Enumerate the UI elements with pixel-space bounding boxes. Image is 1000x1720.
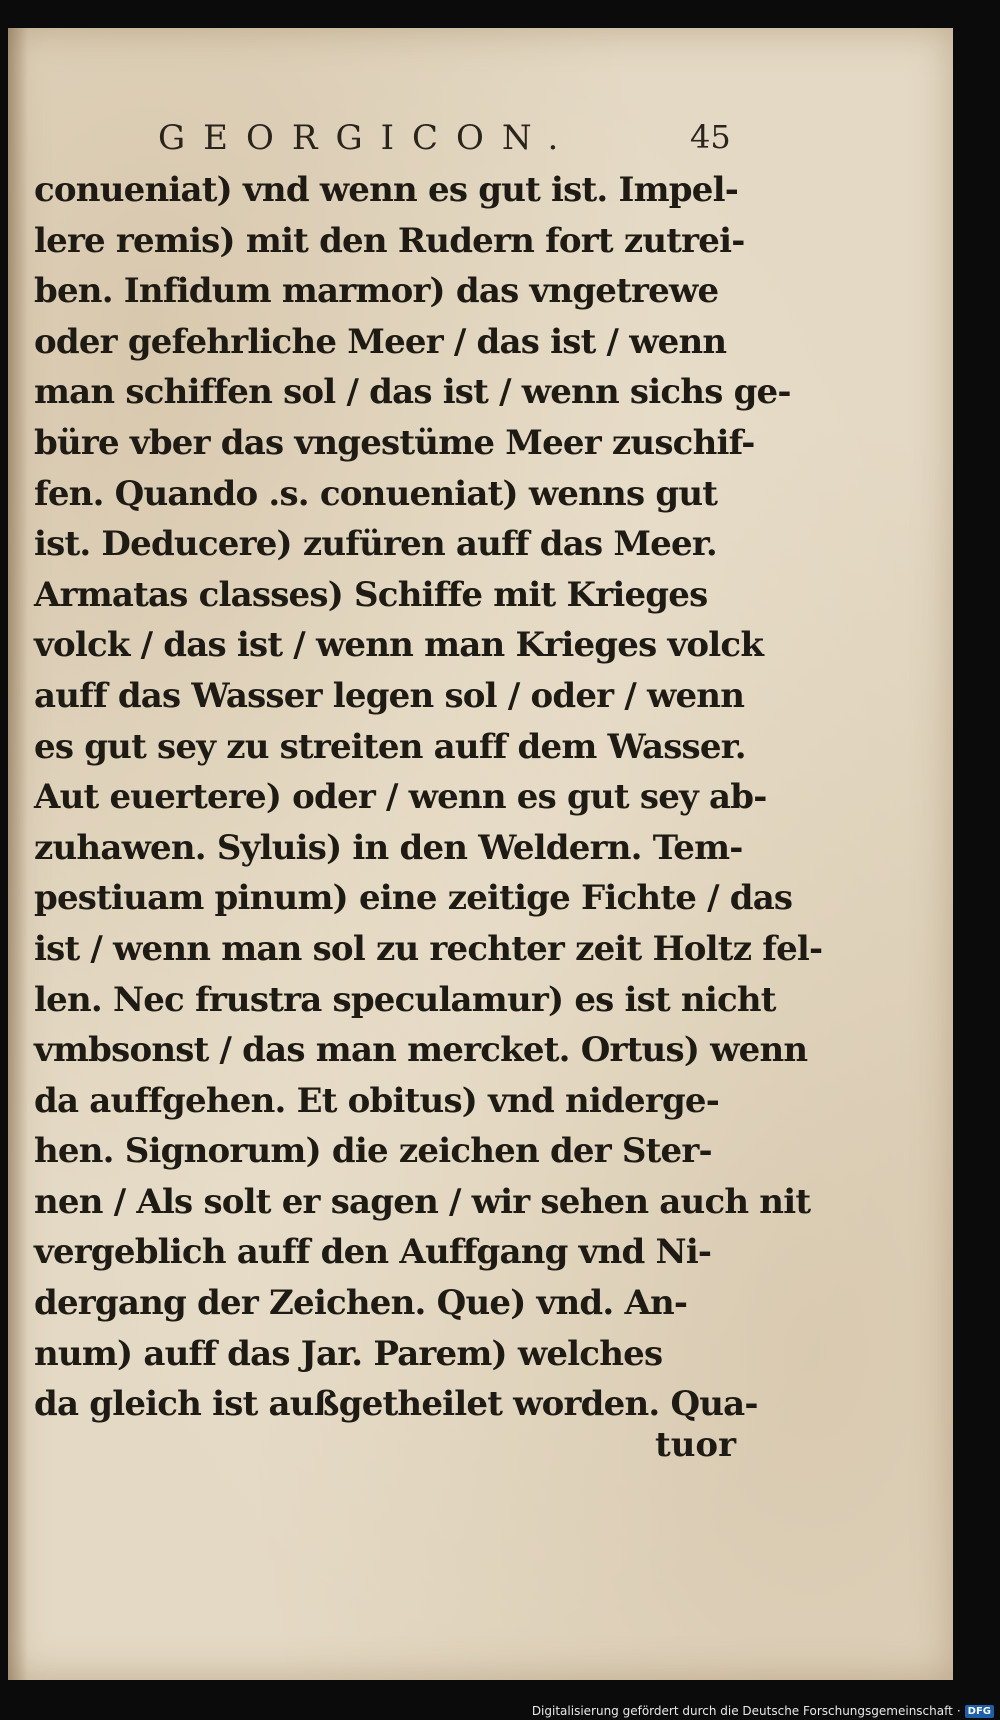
text-line: ist. Deducere) zufüren auff das Meer. xyxy=(34,524,717,565)
running-title: GEORGICON. xyxy=(158,118,577,158)
text-line: auff das Wasser legen sol / oder / wenn xyxy=(34,675,745,716)
text-line: büre vber das vngestüme Meer zuschif- xyxy=(34,422,755,463)
text-line: man schiffen sol / das ist / wenn sichs ge- xyxy=(34,372,791,413)
text-line: ist / wenn man sol zu rechter zeit Holtz fel- xyxy=(34,928,823,969)
credit-text: Digitalisierung gefördert durch die Deutsche Forschungsgemeinschaft xyxy=(531,1704,953,1718)
text-line: fen. Quando .s. conueniat) wenns gut xyxy=(34,473,718,514)
text-line: da gleich ist außgetheilet worden. Qua- xyxy=(34,1384,758,1425)
text-line: zuhawen. Syluis) in den Weldern. Tem- xyxy=(34,827,743,868)
text-line: nen / Als solt er sagen / wir sehen auch nit xyxy=(34,1181,811,1222)
text-line: vmbsonst / das man mercket. Ortus) wenn xyxy=(34,1030,808,1071)
text-line: lere remis) mit den Rudern fort zutrei- xyxy=(34,220,745,261)
text-line: ben. Infidum marmor) das vngetrewe xyxy=(34,271,719,312)
text-line: es gut sey zu streiten auff dem Wasser. xyxy=(34,726,746,767)
digitization-credit xyxy=(532,1704,994,1718)
text-line: pestiuam pinum) eine zeitige Fichte / das xyxy=(34,878,793,919)
text-line: oder gefehrliche Meer / das ist / wenn xyxy=(34,321,727,362)
text-line: num) auff das Jar. Parem) welches xyxy=(34,1333,663,1374)
separator: · xyxy=(956,1704,961,1718)
text-line: Aut euertere) oder / wenn es gut sey ab- xyxy=(34,777,767,818)
text-line: len. Nec frustra speculamur) es ist nicht xyxy=(34,979,776,1020)
text-line: hen. Signorum) die zeichen der Ster- xyxy=(34,1131,712,1172)
text-line: conueniat) vnd wenn es gut ist. Impel- xyxy=(34,170,739,210)
catchword: tuor xyxy=(655,1425,737,1465)
text-line: Armatas classes) Schiffe mit Krieges xyxy=(34,574,708,615)
text-line: vergeblich auff den Auffgang vnd Ni- xyxy=(34,1232,712,1273)
text-line: volck / das ist / wenn man Krieges volck xyxy=(34,625,764,666)
text-line: dergang der Zeichen. Que) vnd. An- xyxy=(34,1283,688,1324)
body-text xyxy=(34,165,823,1430)
dfg-logo: DFG xyxy=(965,1705,994,1718)
page-number: 45 xyxy=(690,118,731,156)
text-line: da auffgehen. Et obitus) vnd niderge- xyxy=(34,1080,720,1121)
page-gutter-shadow xyxy=(8,28,28,1680)
